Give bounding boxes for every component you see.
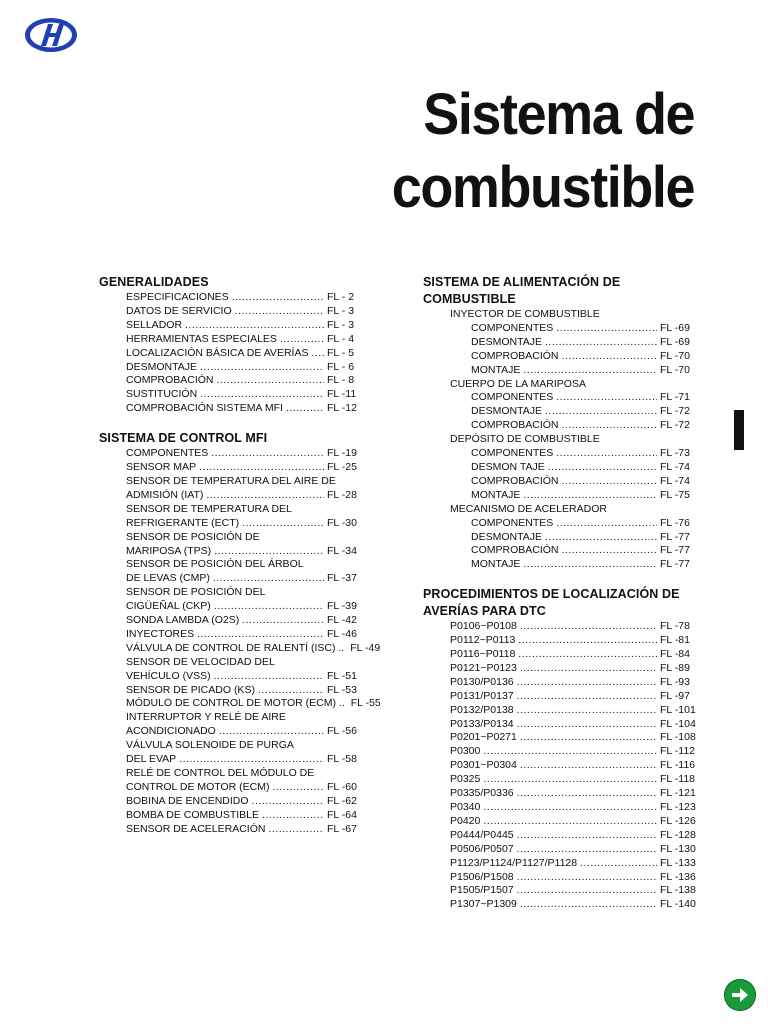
toc-entry-label: ADMISIÓN (IAT)	[126, 488, 204, 501]
toc-entry-label-line[interactable]: RELÉ DE CONTROL DEL MÓDULO DE	[126, 767, 315, 779]
toc-entry-page: FL - 6	[327, 360, 355, 373]
toc-entry-label: MÓDULO DE CONTROL DE MOTOR (ECM) ..	[126, 697, 345, 710]
toc-entry-label: SENSOR DE PICADO (KS)	[126, 683, 255, 696]
toc-entry[interactable]	[423, 884, 696, 898]
toc-subgroup-label: CUERPO DE LA MARIPOSA	[450, 377, 586, 390]
toc-entry[interactable]	[99, 517, 365, 531]
toc-entry-label: VÁLVULA DE CONTROL DE RALENTÍ (ISC) ..	[126, 641, 345, 654]
toc-leader-dots	[520, 731, 657, 745]
toc-entry[interactable]	[99, 670, 365, 684]
toc-leader-dots	[545, 531, 657, 545]
toc-entry-page: FL -138	[660, 884, 696, 897]
toc-leader-dots	[213, 572, 324, 586]
toc-entry-page: FL -126	[660, 814, 696, 827]
toc-entry-label-line[interactable]: SENSOR DE TEMPERATURA DEL	[126, 502, 292, 515]
toc-leader-dots	[483, 801, 657, 815]
toc-entry[interactable]	[423, 364, 696, 378]
toc-entry-label: REFRIGERANTE (ECT)	[126, 516, 240, 529]
page-title-line-1: Sistema de	[423, 82, 694, 147]
toc-entry-label: HERRAMIENTAS ESPECIALES	[126, 332, 277, 345]
toc-entry-label: ACONDICIONADO	[126, 725, 216, 738]
toc-entry-page: FL -58	[327, 753, 357, 766]
toc-leader-dots	[518, 648, 657, 662]
toc-entry-page: FL -37	[327, 572, 357, 585]
toc-entry-page: FL -76	[660, 516, 690, 529]
toc-entry-page: FL -108	[660, 731, 696, 744]
toc-entry-page: FL -39	[327, 600, 357, 613]
toc-entry[interactable]	[423, 745, 696, 759]
toc-entry-label: P0106~P0108	[450, 620, 517, 633]
toc-entry-page: FL -136	[660, 870, 696, 883]
toc-leader-dots	[219, 725, 324, 739]
toc-leader-dots	[517, 829, 657, 843]
toc-entry-label: P0133/P0134	[450, 717, 514, 730]
toc-entry[interactable]	[99, 572, 365, 586]
toc-entry[interactable]	[423, 336, 696, 350]
toc-leader-dots	[518, 634, 657, 648]
toc-leader-dots	[556, 322, 657, 336]
toc-entry-label: SENSOR DE ACELERACIÓN	[126, 822, 266, 835]
toc-leader-dots	[235, 305, 324, 319]
toc-leader-dots	[214, 670, 324, 684]
toc-entry-label: DE LEVAS (CMP)	[126, 572, 210, 585]
toc-leader-dots	[517, 787, 657, 801]
toc-entry[interactable]	[99, 291, 365, 305]
toc-leader-dots	[520, 620, 657, 634]
toc-entry-page: FL -121	[660, 787, 696, 800]
toc-entry[interactable]	[423, 517, 696, 531]
toc-entry-label: DESMONTAJE	[126, 360, 197, 373]
toc-entry[interactable]	[99, 374, 365, 388]
toc-entry-label: ESPECIFICACIONES	[126, 291, 229, 303]
toc-leader-dots	[517, 690, 657, 704]
toc-entry-label: P0121~P0123	[450, 661, 517, 674]
toc-leader-dots	[517, 704, 657, 718]
toc-leader-dots	[280, 333, 324, 347]
toc-entry-page: FL -140	[660, 898, 696, 911]
toc-entry[interactable]	[423, 391, 696, 405]
toc-entry-page: FL -46	[327, 627, 357, 640]
toc-leader-dots	[517, 884, 657, 898]
toc-entry[interactable]	[423, 662, 696, 676]
toc-entry[interactable]	[423, 634, 696, 648]
toc-entry[interactable]	[99, 823, 365, 837]
toc-entry-label: COMPROBACIÓN SISTEMA MFI	[126, 402, 283, 415]
toc-entry-page: FL -130	[660, 842, 696, 855]
toc-entry-label: SUSTITUCIÓN	[126, 388, 198, 401]
section-tab-marker	[734, 410, 744, 450]
toc-entry-page: FL -69	[660, 321, 690, 334]
toc-entry-page: FL -55	[350, 697, 381, 710]
toc-leader-dots	[556, 391, 657, 405]
toc-entry[interactable]	[99, 319, 365, 333]
toc-entry-page: FL -104	[660, 717, 696, 730]
toc-leader-dots	[517, 871, 657, 885]
toc-leader-dots	[242, 614, 324, 628]
toc-entry[interactable]	[423, 759, 696, 773]
toc-entry-page: FL -42	[327, 614, 357, 627]
toc-entry-page: FL -11	[327, 388, 357, 401]
toc-leader-dots	[211, 447, 324, 461]
toc-leader-dots	[523, 558, 657, 572]
toc-entry-page: FL -77	[660, 544, 690, 557]
toc-entry[interactable]	[423, 787, 696, 801]
toc-entry[interactable]	[99, 781, 365, 795]
toc-entry[interactable]	[423, 558, 696, 572]
toc-leader-dots	[556, 447, 657, 461]
toc-entry-page: FL -64	[327, 808, 357, 821]
toc-entry[interactable]	[99, 347, 365, 361]
toc-entry-label: DESMONTAJE	[471, 405, 542, 418]
toc-entry-label: P0132/P0138	[450, 703, 514, 716]
toc-entry-label: P0340	[450, 801, 481, 813]
toc-leader-dots	[185, 319, 324, 333]
toc-entry-page: FL - 5	[327, 346, 355, 359]
toc-entry-page: FL -84	[660, 648, 690, 661]
toc-entry-label: DESMONTAJE	[471, 335, 542, 348]
toc-entry-page: FL -72	[660, 419, 690, 432]
toc-entry-label: P0112~P0113	[450, 634, 516, 647]
toc-leader-dots	[286, 402, 324, 416]
toc-entry[interactable]	[423, 773, 696, 787]
toc-entry-label: MONTAJE	[471, 558, 521, 571]
toc-leader-dots	[258, 684, 324, 698]
toc-leader-dots	[517, 718, 657, 732]
toc-entry-page: FL -74	[660, 474, 690, 487]
toc-entry-label: DATOS DE SERVICIO	[126, 304, 232, 317]
toc-entry-label: P0130/P0136	[450, 675, 514, 688]
toc-leader-dots	[548, 461, 657, 475]
toc-entry-page: FL -97	[660, 689, 690, 702]
toc-entry[interactable]	[423, 544, 696, 558]
toc-entry-page: FL -81	[660, 634, 690, 647]
toc-leader-dots	[562, 475, 657, 489]
toc-entry-label-line[interactable]: INTERRUPTOR Y RELÉ DE AIRE	[126, 711, 286, 724]
toc-entry-page: FL -60	[327, 780, 357, 793]
toc-entry-label: COMPONENTES	[126, 447, 209, 460]
section-heading: PROCEDIMIENTOS DE LOCALIZACIÓN DE	[423, 587, 680, 602]
toc-leader-dots	[580, 857, 657, 871]
toc-leader-dots	[562, 419, 657, 433]
toc-entry-label: P0325	[450, 773, 481, 786]
toc-entry[interactable]	[423, 731, 696, 745]
hyundai-logo-icon	[24, 16, 78, 54]
toc-entry-label: P0201~P0271	[450, 731, 517, 744]
toc-entry-label: BOMBA DE COMBUSTIBLE	[126, 808, 260, 821]
toc-entry[interactable]	[423, 690, 696, 704]
toc-entry-label: P0131/P0137	[450, 689, 514, 702]
toc-leader-dots	[520, 759, 657, 773]
toc-entry-page: FL -78	[660, 620, 690, 633]
toc-entry-label: P1505/P1507	[450, 884, 514, 897]
toc-entry-page: FL - 3	[327, 318, 355, 331]
toc-subgroup-label: MECANISMO DE ACELERADOR	[450, 502, 607, 515]
toc-entry-page: FL - 3	[327, 304, 355, 317]
toc-entry[interactable]	[99, 795, 365, 809]
toc-entry-label: P0300	[450, 745, 481, 758]
section-heading: GENERALIDADES	[99, 275, 209, 289]
toc-leader-dots	[483, 815, 657, 829]
toc-leader-dots	[556, 517, 657, 531]
toc-left-column	[99, 274, 381, 837]
toc-entry[interactable]	[423, 648, 696, 662]
toc-entry[interactable]	[423, 461, 696, 475]
toc-leader-dots	[242, 517, 324, 531]
toc-entry-page: FL -70	[660, 363, 690, 376]
section-heading: SISTEMA DE CONTROL MFI	[99, 431, 268, 446]
toc-entry-label: P0506/P0507	[450, 842, 514, 855]
next-page-button[interactable]	[724, 979, 756, 1011]
toc-entry-label: CONTROL DE MOTOR (ECM)	[126, 780, 270, 793]
toc-entry[interactable]	[423, 419, 696, 433]
toc-entry-label: COMPONENTES	[471, 391, 554, 404]
toc-entry[interactable]	[99, 725, 365, 739]
toc-entry[interactable]	[423, 475, 696, 489]
toc-entry-page: FL -19	[327, 447, 357, 460]
toc-leader-dots	[520, 898, 657, 912]
toc-entry[interactable]	[99, 684, 365, 698]
toc-entry-label: COMPROBACIÓN	[471, 544, 559, 557]
toc-entry-page: FL -25	[327, 461, 357, 474]
toc-entry[interactable]	[423, 620, 696, 634]
toc-entry[interactable]	[423, 489, 696, 503]
toc-entry-page: FL -75	[660, 488, 690, 501]
section-heading: AVERÍAS PARA DTC	[423, 604, 546, 619]
toc-entry[interactable]	[99, 697, 381, 711]
toc-subgroup-label: DEPÓSITO DE COMBUSTIBLE	[450, 433, 600, 446]
toc-entry-page: FL -118	[660, 773, 696, 786]
toc-entry[interactable]	[99, 361, 365, 375]
toc-leader-dots	[545, 405, 657, 419]
toc-entry[interactable]	[99, 388, 365, 402]
toc-entry[interactable]	[99, 461, 365, 475]
toc-entry-label: P1506/P1508	[450, 870, 514, 883]
toc-entry-label-line[interactable]: SENSOR DE POSICIÓN DEL	[126, 586, 266, 599]
toc-entry-label: COMPONENTES	[471, 516, 554, 529]
toc-entry-page: FL -72	[660, 405, 690, 418]
toc-leader-dots	[520, 662, 657, 676]
toc-entry[interactable]	[423, 350, 696, 364]
toc-entry-page: FL -112	[660, 745, 696, 758]
toc-leader-dots	[252, 795, 324, 809]
toc-entry-label: P0335/P0336	[450, 787, 514, 800]
page-title-line-2: combustible	[391, 155, 694, 220]
toc-entry[interactable]	[423, 676, 696, 690]
toc-entry-page: FL -49	[350, 641, 381, 654]
toc-entry-page: FL -116	[660, 759, 696, 772]
section-heading: COMBUSTIBLE	[423, 292, 516, 306]
toc-leader-dots	[562, 350, 657, 364]
toc-leader-dots	[562, 544, 657, 558]
toc-entry[interactable]	[423, 857, 696, 871]
toc-entry-label: P0116~P0118	[450, 648, 516, 661]
toc-entry-page: FL -123	[660, 801, 696, 813]
toc-entry-page: FL -101	[660, 703, 696, 716]
toc-entry-page: FL -28	[327, 488, 357, 501]
toc-entry[interactable]	[423, 871, 696, 885]
toc-entry-label: MONTAJE	[471, 488, 521, 501]
toc-entry-page: FL -71	[660, 391, 690, 404]
toc-leader-dots	[217, 374, 324, 388]
toc-entry-label: COMPROBACIÓN	[471, 419, 559, 432]
toc-entry-page: FL - 8	[327, 374, 355, 387]
toc-entry-page: FL -74	[660, 460, 690, 473]
toc-leader-dots	[268, 823, 324, 837]
toc-entry-label: COMPROBACIÓN	[126, 374, 214, 387]
toc-entry-label-line[interactable]: SENSOR DE POSICIÓN DEL ÁRBOL	[126, 558, 304, 571]
toc-entry-page: FL -34	[327, 544, 357, 557]
toc-entry-label: SENSOR MAP	[126, 461, 197, 474]
toc-entry[interactable]	[423, 405, 696, 419]
toc-entry-label-line[interactable]: VÁLVULA SOLENOIDE DE PURGA	[126, 739, 294, 752]
toc-entry-page: FL -128	[660, 828, 696, 841]
toc-entry-page: FL -73	[660, 447, 690, 460]
toc-entry-page: FL -89	[660, 661, 690, 674]
toc-entry-page: FL -93	[660, 675, 690, 688]
toc-entry[interactable]	[423, 843, 696, 857]
toc-entry-label: COMPROBACIÓN	[471, 474, 559, 487]
toc-leader-dots	[206, 489, 324, 503]
toc-entry-page: FL -30	[327, 516, 357, 529]
toc-entry-label: MONTAJE	[471, 363, 521, 376]
toc-entry-page: FL - 4	[327, 332, 355, 345]
toc-right-column	[423, 274, 696, 912]
toc-entry[interactable]	[99, 447, 365, 461]
toc-entry-label: DEL EVAP	[126, 753, 177, 766]
toc-entry-page: FL -53	[327, 683, 357, 696]
toc-entry[interactable]	[99, 545, 365, 559]
toc-entry[interactable]	[99, 628, 365, 642]
toc-entry[interactable]	[423, 531, 696, 545]
toc-leader-dots	[545, 336, 657, 350]
toc-entry-label: P0444/P0445	[450, 828, 514, 841]
toc-leader-dots	[523, 489, 657, 503]
toc-entry-label: P1307~P1309	[450, 898, 517, 911]
toc-entry-page: FL - 2	[327, 291, 355, 303]
toc-entry-label: COMPONENTES	[471, 321, 554, 334]
toc-entry[interactable]	[423, 447, 696, 461]
toc-entry-label: VEHÍCULO (VSS)	[126, 669, 211, 682]
toc-entry-label: SELLADOR	[126, 318, 183, 331]
toc-entry-page: FL -12	[327, 402, 357, 415]
toc-entry-page: FL -77	[660, 558, 690, 571]
toc-leader-dots	[483, 745, 657, 759]
toc-entry[interactable]	[99, 600, 365, 614]
toc-leader-dots	[197, 628, 324, 642]
toc-entry[interactable]	[99, 489, 365, 503]
toc-entry[interactable]	[99, 753, 365, 767]
toc-entry-label: P0301~P0304	[450, 759, 517, 772]
toc-entry[interactable]	[423, 801, 696, 815]
toc-leader-dots	[214, 545, 324, 559]
toc-leader-dots	[214, 600, 324, 614]
page-title	[392, 78, 694, 224]
arrow-right-icon	[729, 984, 751, 1006]
toc-entry-label: LOCALIZACIÓN BÁSICA DE AVERÍAS	[126, 346, 309, 359]
toc-entry[interactable]	[99, 402, 365, 416]
toc-leader-dots	[232, 291, 324, 305]
toc-entry[interactable]	[99, 333, 365, 347]
toc-entry-label: DESMON TAJE	[471, 460, 545, 473]
toc-entry-label: INYECTORES	[126, 627, 195, 640]
toc-entry[interactable]	[99, 614, 365, 628]
toc-entry-label: MARIPOSA (TPS)	[126, 544, 212, 557]
toc-leader-dots	[523, 364, 657, 378]
toc-entry-page: FL -69	[660, 335, 690, 348]
toc-entry-label: CIGÜEÑAL (CKP)	[126, 600, 211, 613]
toc-entry[interactable]	[423, 704, 696, 718]
toc-leader-dots	[199, 461, 324, 475]
toc-entry-label: BOBINA DE ENCENDIDO	[126, 794, 249, 807]
toc-leader-dots	[262, 809, 324, 823]
toc-leader-dots	[517, 843, 657, 857]
toc-leader-dots	[200, 388, 324, 402]
toc-entry[interactable]	[99, 809, 365, 823]
toc-leader-dots	[200, 361, 324, 375]
toc-entry[interactable]	[99, 305, 365, 319]
toc-entry-label-line[interactable]: SENSOR DE TEMPERATURA DEL AIRE DE	[126, 474, 336, 487]
toc-entry[interactable]	[423, 898, 696, 912]
section-heading: SISTEMA DE ALIMENTACIÓN DE	[423, 275, 621, 289]
toc-entry[interactable]	[423, 815, 696, 829]
toc-entry-page: FL -77	[660, 530, 690, 543]
toc-leader-dots	[273, 781, 325, 795]
toc-entry-label: DESMONTAJE	[471, 530, 542, 543]
toc-entry[interactable]	[423, 322, 696, 336]
toc-entry-page: FL -70	[660, 349, 690, 362]
toc-leader-dots	[311, 347, 324, 361]
toc-entry-label: COMPROBACIÓN	[471, 349, 559, 362]
toc-entry-page: FL -56	[327, 725, 357, 738]
toc-entry[interactable]	[99, 641, 381, 656]
toc-leader-dots	[179, 753, 324, 767]
toc-entry-page: FL -62	[327, 794, 357, 807]
toc-leader-dots	[517, 676, 657, 690]
toc-entry-label: P1123/P1124/P1127/P1128	[450, 856, 578, 869]
toc-entry-label: COMPONENTES	[471, 447, 554, 460]
toc-entry-label: P0420	[450, 814, 481, 827]
toc-subgroup-label: INYECTOR DE COMBUSTIBLE	[450, 308, 600, 320]
toc-leader-dots	[483, 773, 657, 787]
toc-entry-label-line[interactable]: SENSOR DE POSICIÓN DE	[126, 530, 260, 543]
toc-entry-label: SONDA LAMBDA (O2S)	[126, 614, 240, 627]
toc-entry-label-line[interactable]: SENSOR DE VELOCIDAD DEL	[126, 655, 275, 668]
toc-entry-page: FL -67	[327, 822, 357, 835]
toc-entry-page: FL -133	[660, 856, 696, 869]
toc-entry[interactable]	[423, 829, 696, 843]
toc-entry[interactable]	[423, 718, 696, 732]
toc-entry-page: FL -51	[327, 669, 357, 682]
